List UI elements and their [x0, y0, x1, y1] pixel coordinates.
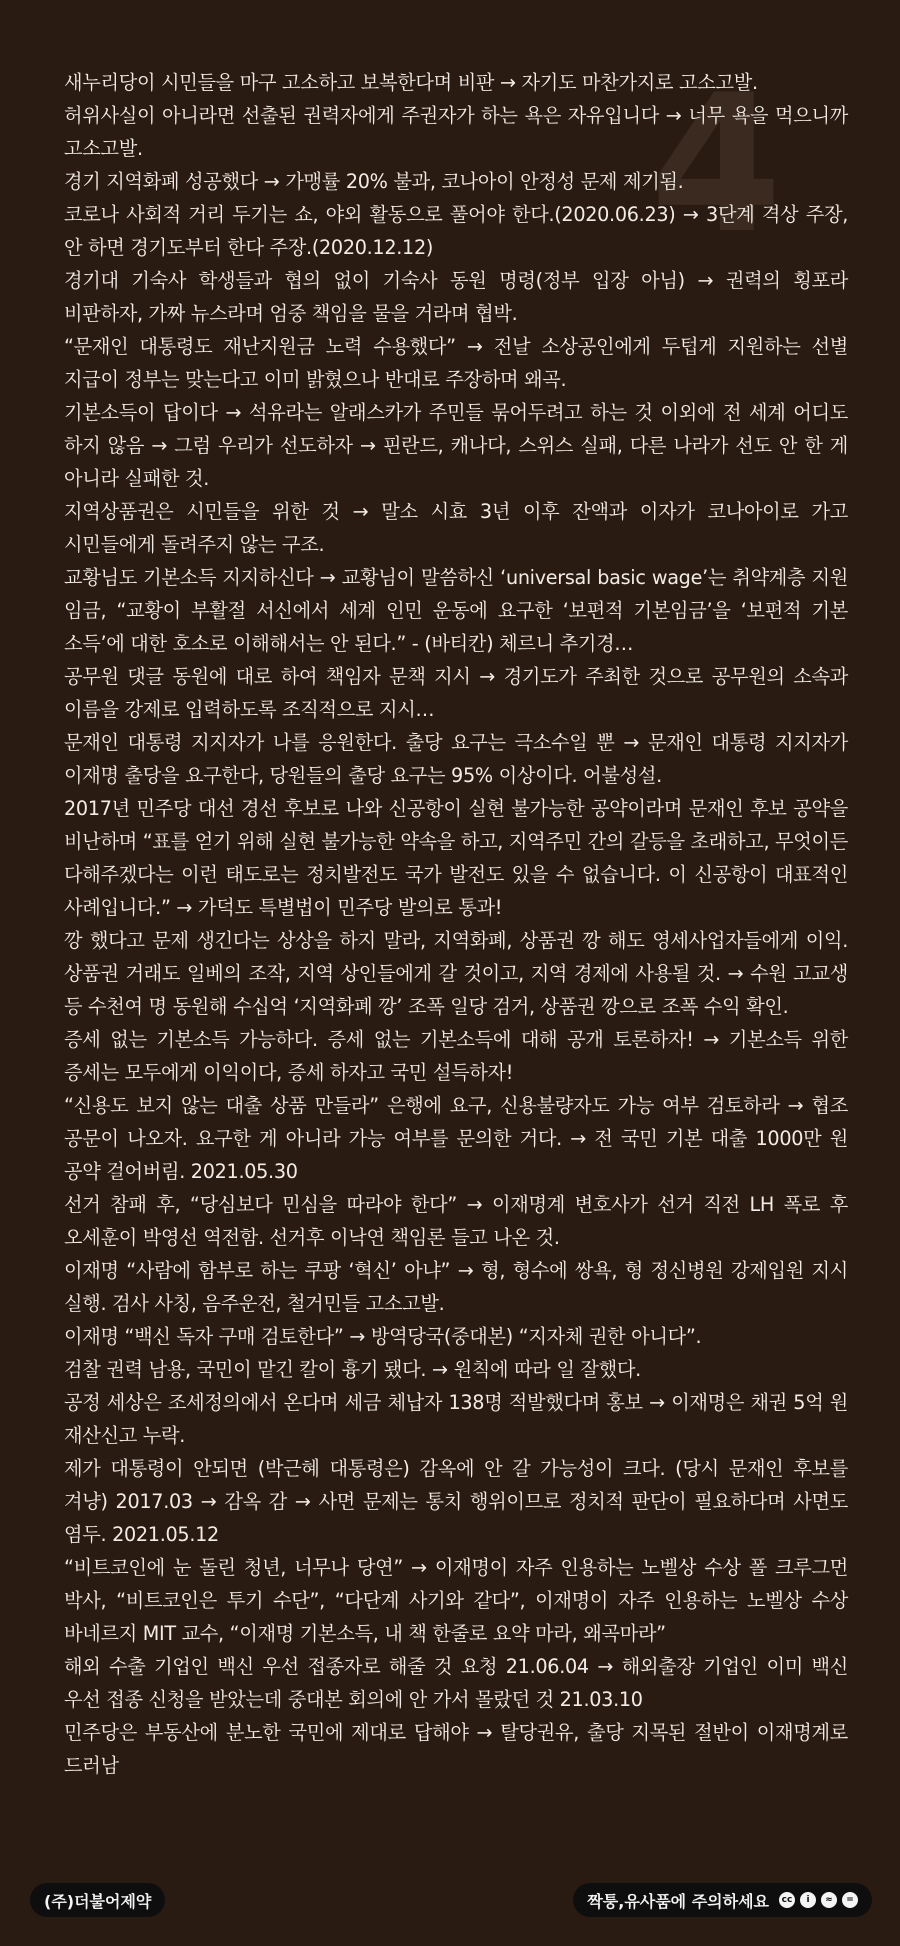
paragraph-5: 경기대 기숙사 학생들과 협의 없이 기숙사 동원 명령(정부 입장 아님) → 권력의 횡포라 비판하자, 가짜 뉴스라며 엄중 책임을 물을 거라며 협박. [64, 269, 848, 325]
paragraph-14: 증세 없는 기본소득 가능하다. 증세 없는 기본소득에 대해 공개 토론하자! → 기본소득 위한 증세는 모두에게 이익이다, 증세 하자고 국민 설득하자! [64, 1028, 848, 1084]
footer [30, 1882, 872, 1918]
brand-badge [30, 1883, 165, 1917]
paragraph-7: 기본소득이 답이다 → 석유라는 알래스카가 주민들 묶어두려고 하는 것 이외에 전 세계 어디도 하지 않음 → 그럼 우리가 선도하자 → 핀란드, 캐나다, 스위스 실패, 다른 나라가 선도 안 한 게 아니라 실패한 것. [64, 401, 848, 490]
paragraph-16: 선거 참패 후, “당심보다 민심을 따라야 한다” → 이재명계 변호사가 선거 직전 LH 폭로 후 오세훈이 박영선 역전함. 선거후 이낙연 책임론 들고 나온 것. [64, 1193, 848, 1249]
paragraph-17: 이재명 “사람에 함부로 하는 쿠팡 ‘혁신’ 아냐” → 형, 형수에 쌍욕, 형 정신병원 강제입원 지시 실행. 검사 사칭, 음주운전, 철거민들 고소고발. [64, 1259, 848, 1315]
paragraph-15: “신용도 보지 않는 대출 상품 만들라” 은행에 요구, 신용불량자도 가능 여부 검토하라 → 협조 공문이 나오자. 요구한 게 아니라 가능 여부를 문의한 거다. → 전 국민 기본 대출 1000만 원 공약 걸어버림. 2021.05.30 [64, 1094, 848, 1183]
page-number-watermark: 4 [650, 54, 783, 275]
paragraph-18: 이재명 “백신 독자 구매 검토한다” → 방역당국(중대본) “지자체 권한 아니다”. [64, 1325, 702, 1348]
paragraph-22: “비트코인에 눈 돌린 청년, 너무나 당연” → 이재명이 자주 인용하는 노벨상 수상 폴 크루그먼 박사, “비트코인은 투기 수단”, “다단계 사기와 같다”, 이재명이 자주 인용하는 노벨상 수상 바네르지 MIT 교수, “이재명 기본소득, 내 책 한줄로 요약 마라, 왜곡마라” [64, 1556, 848, 1645]
paragraph-6: “문재인 대통령도 재난지원금 노력 수용했다” → 전날 소상공인에게 두텁게 지원하는 선별 지급이 정부는 맞는다고 이미 밝혔으나 반대로 주장하며 왜곡. [64, 335, 848, 391]
cc-icon: cc [779, 1892, 795, 1908]
paragraph-4: 코로나 사회적 거리 두기는 쇼, 야외 활동으로 풀어야 한다.(2020.06.23) → 3단계 격상 주장, 안 하면 경기도부터 한다 주장.(2020.12.12) [64, 203, 848, 259]
paragraph-1: 새누리당이 시민들을 마구 고소하고 보복한다며 비판 → 자기도 마찬가지로 고소고발. [64, 71, 758, 94]
warning-badge [573, 1883, 872, 1917]
paragraph-11: 문재인 대통령 지지자가 나를 응원한다. 출당 요구는 극소수일 뿐 → 문재인 대통령 지지자가 이재명 출당을 요구한다, 당원들의 출당 요구는 95% 이상이다. 어불성설. [64, 731, 848, 787]
equal-icon: ≈ [821, 1892, 837, 1908]
paragraph-24: 민주당은 부동산에 분노한 국민에 제대로 답해야 → 탈당권유, 출당 지목된 절반이 이재명계로 드러남 [64, 1721, 848, 1777]
paragraph-10: 공무원 댓글 동원에 대로 하여 책임자 문책 지시 → 경기도가 주최한 것으로 공무원의 소속과 이름을 강제로 입력하도록 조직적으로 지시… [64, 665, 848, 721]
paragraph-9: 교황님도 기본소득 지지하신다 → 교황님이 말씀하신 ‘universal basic wage’는 취약계층 지원 임금, “교황이 부활절 서신에서 세계 인민 운동에 요구한 ‘보편적 기본임금’을 ‘보편적 기본 소득’에 대한 호소로 이해해서는 안 된다.” - (바티칸) 체르니 추기경… [64, 566, 848, 655]
license-icons [779, 1892, 858, 1908]
paragraph-8: 지역상품권은 시민들을 위한 것 → 말소 시효 3년 이후 잔액과 이자가 코나아이로 가고 시민들에게 돌려주지 않는 구조. [64, 500, 848, 556]
warning-label: 짝퉁,유사품에 주의하세요 [587, 1891, 769, 1911]
paragraph-19: 검찰 권력 남용, 국민이 맡긴 칼이 흉기 됐다. → 원칙에 따라 일 잘했다. [64, 1358, 641, 1381]
document-body [64, 54, 848, 1782]
paragraph-20: 공정 세상은 조세정의에서 온다며 세금 체납자 138명 적발했다며 홍보 → 이재명은 채권 5억 원 재산신고 누락. [64, 1391, 848, 1447]
paragraph-21: 제가 대통령이 안되면 (박근혜 대통령은) 감옥에 안 갈 가능성이 크다. (당시 문재인 후보를 겨냥) 2017.03 → 감옥 감 → 사면 문제는 통치 행위이므로 정치적 판단이 필요하다며 사면도 염두. 2021.05.12 [64, 1457, 848, 1546]
paragraph-12: 2017년 민주당 대선 경선 후보로 나와 신공항이 실현 불가능한 공약이라며 문재인 후보 공약을 비난하며 “표를 얻기 위해 실현 불가능한 약속을 하고, 지역주민 간의 갈등을 초래하고, 무엇이든 다해주겠다는 이런 태도로는 정치발전도 국가 발전도 있을 수 없습니다. 이 신공항이 대표적인 사례입니다.” → 가덕도 특별법이 민주당 발의로 통과! [64, 797, 848, 919]
paragraph-2: 허위사실이 아니라면 선출된 권력자에게 주권자가 하는 욕은 자유입니다 → 너무 욕을 먹으니까 고소고발. [64, 104, 848, 160]
paragraph-13: 깡 했다고 문제 생긴다는 상상을 하지 말라, 지역화폐, 상품권 깡 해도 영세사업자들에게 이익. 상품권 거래도 일베의 조작, 지역 상인들에게 갈 것이고, 지역 경제에 사용될 것. → 수원 고교생 등 수천여 명 동원해 수십억 ‘지역화폐 깡’ 조폭 일당 검거, 상품권 깡으로 조폭 수익 확인. [64, 929, 848, 1018]
brand-label: (주)더불어제약 [44, 1891, 152, 1911]
info-icon: i [800, 1892, 816, 1908]
nd-icon: = [842, 1892, 858, 1908]
paragraph-23: 해외 수출 기업인 백신 우선 접종자로 해줄 것 요청 21.06.04 → 해외출장 기업인 이미 백신 우선 접종 신청을 받았는데 중대본 회의에 안 가서 몰랐던 것 21.03.10 [64, 1655, 848, 1711]
paragraph-3: 경기 지역화폐 성공했다 → 가맹률 20% 불과, 코나아이 안정성 문제 제기됨. [64, 170, 684, 193]
